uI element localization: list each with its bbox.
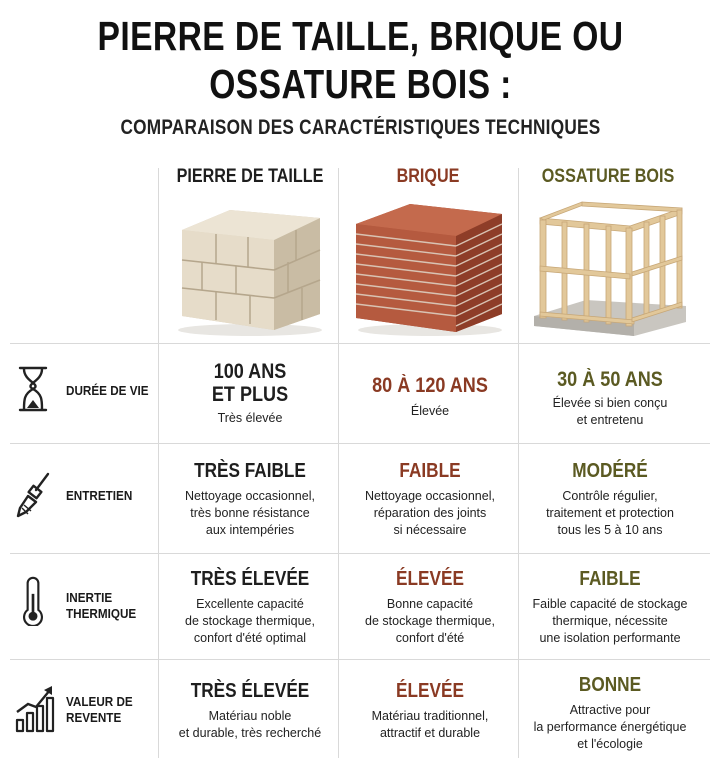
cell-bois-inertie [520, 568, 700, 647]
cell-description: Très élevée [217, 411, 283, 425]
row-label-duree-de-vie: DURÉE DE VIE [66, 383, 149, 398]
cell-description: Attractive pour la performance énergétique et l'écologie [533, 703, 687, 751]
cell-value: TRÈS ÉLEVÉE [190, 680, 310, 702]
cell-description: Matériau noble et durable, très recherché [178, 709, 322, 740]
row-label-entretien: ENTRETIEN [66, 488, 133, 503]
cell-value: FAIBLE [399, 460, 461, 482]
cell-description: Élevée si bien conçu et entretenu [552, 396, 668, 427]
thermometer-icon [14, 576, 52, 626]
cell-value: BONNE [578, 674, 642, 696]
cell-brique-duree [340, 374, 520, 420]
cell-value: 80 À 120 ANS [372, 374, 488, 397]
rising-bar-chart-icon [14, 684, 56, 734]
cell-description: Nettoyage occasionnel, très bonne résistance aux intempéries [185, 489, 315, 537]
page-title-line-1: PIERRE DE TAILLE, BRIQUE OU [97, 13, 624, 59]
row-divider [10, 553, 710, 554]
cell-pierre-inertie [160, 568, 340, 647]
cell-bois-duree [520, 368, 700, 429]
cell-value: ET PLUS [211, 383, 289, 406]
cell-brique-entretien [340, 460, 520, 539]
grid-line [158, 168, 159, 758]
column-header-pierre-de-taille: PIERRE DE TAILLE [176, 166, 324, 187]
cell-pierre-revente [160, 680, 340, 742]
hourglass-icon [14, 364, 52, 414]
cell-description: Bonne capacité de stockage thermique, confort d'été [365, 597, 495, 645]
cell-value: FAIBLE [579, 568, 641, 590]
paintbrush-icon [14, 470, 52, 520]
brick-block-illustration [350, 196, 510, 338]
cell-pierre-duree [160, 360, 340, 427]
cell-description: Matériau traditionnel, attractif et durable [371, 709, 489, 740]
cell-description: Contrôle régulier, traitement et protection tous les 5 à 10 ans [546, 489, 674, 537]
cell-value: TRÈS ÉLEVÉE [190, 568, 310, 590]
row-divider [10, 443, 710, 444]
stone-block-illustration [170, 196, 330, 338]
cell-value: TRÈS FAIBLE [194, 460, 306, 482]
cell-brique-revente [340, 680, 520, 742]
row-label-valeur-de-revente: VALEUR DE REVENTE [66, 694, 133, 725]
timber-frame-illustration [530, 196, 690, 338]
row-divider [10, 343, 710, 344]
page-title-line-2: OSSATURE BOIS : [209, 61, 512, 107]
row-label-inertie-thermique: INERTIE THERMIQUE [66, 590, 137, 621]
cell-pierre-entretien [160, 460, 340, 539]
cell-brique-inertie [340, 568, 520, 647]
row-divider [10, 659, 710, 660]
page-subtitle: COMPARAISON DES CARACTÉRISTIQUES TECHNIQUES [120, 116, 601, 139]
cell-value: ÉLEVÉE [396, 680, 464, 702]
column-header-ossature-bois: OSSATURE BOIS [541, 166, 675, 187]
cell-bois-entretien [520, 460, 700, 539]
cell-description: Nettoyage occasionnel, réparation des joints si nécessaire [365, 489, 495, 537]
cell-bois-revente [520, 674, 700, 753]
cell-value: ÉLEVÉE [396, 568, 464, 590]
cell-value: 100 ANS [213, 360, 287, 383]
cell-description: Excellente capacité de stockage thermique, confort d'été optimal [185, 597, 315, 645]
cell-description: Faible capacité de stockage thermique, nécessite une isolation performante [532, 597, 688, 645]
cell-value: MODÉRÉ [572, 460, 648, 482]
column-header-brique: BRIQUE [396, 166, 460, 187]
cell-value: 30 À 50 ANS [557, 368, 663, 391]
cell-description: Élevée [410, 404, 450, 418]
